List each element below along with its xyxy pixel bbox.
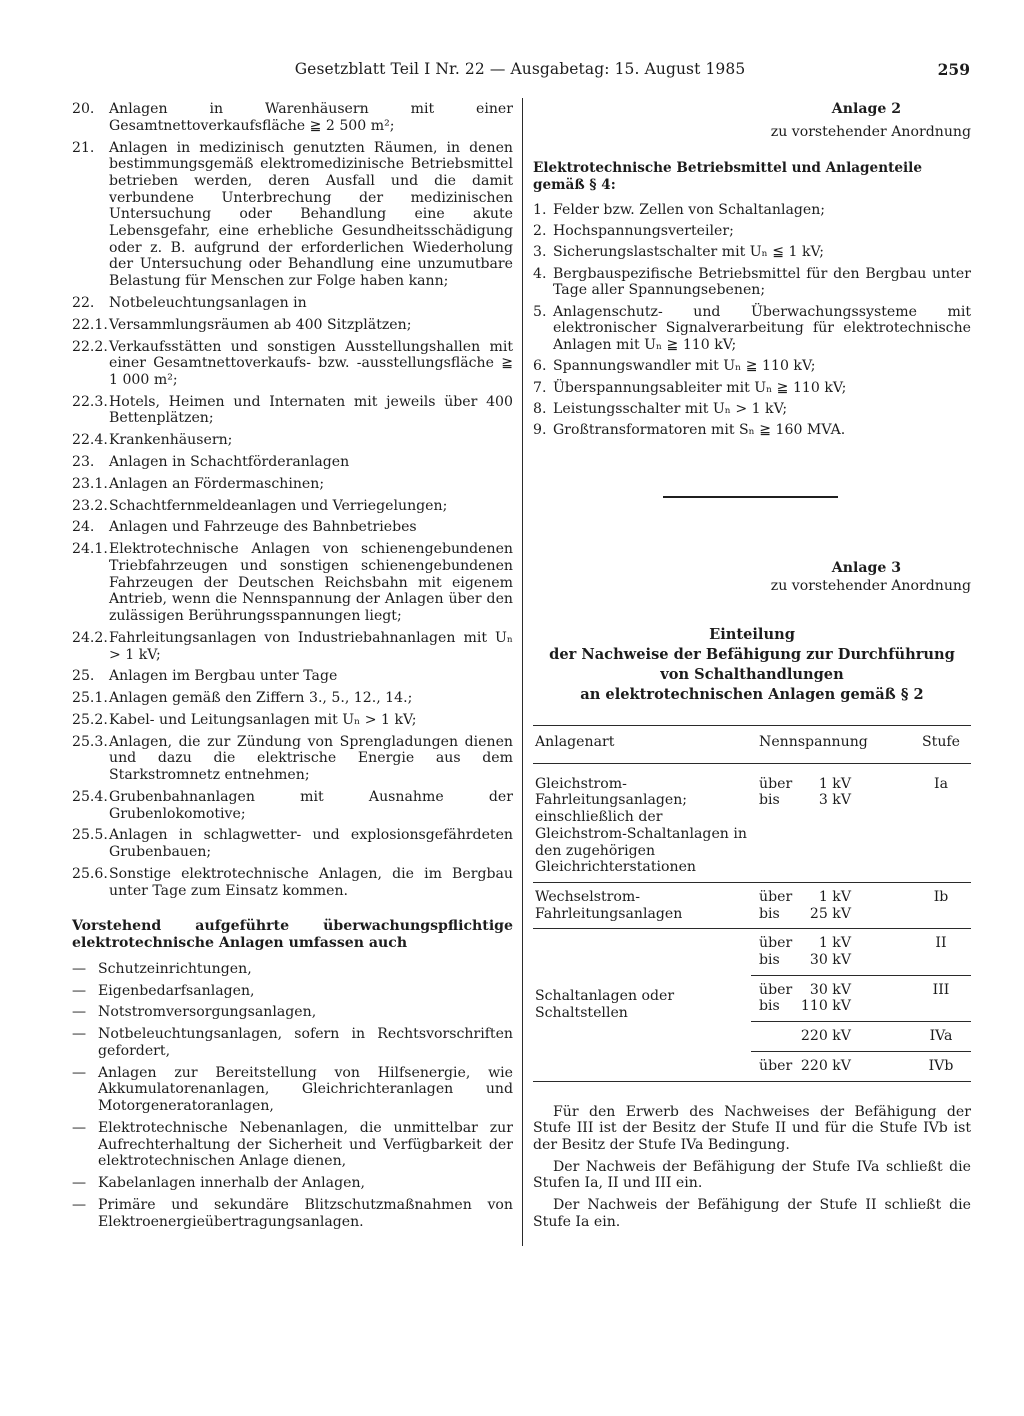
list-item: 24. Anlagen und Fahrzeuge des Bahnbetriebes xyxy=(72,519,417,536)
list-item: 23.1. Anlagen an Fördermaschinen; xyxy=(72,475,325,492)
dash-list-item: — Kabelanlagen innerhalb der Anlagen, xyxy=(72,1175,366,1192)
spacer xyxy=(533,498,971,560)
anlage3-title-line: Einteilung xyxy=(709,626,795,643)
dash-list-item: — Elektrotechnische Nebenanlagen, die unmittelbar zur Aufrechterhaltung der Sicherheit und Verfügbarkeit der elektrotechnischen Anlage dienen, xyxy=(72,1119,513,1170)
list-item: 25. Anlagen im Bergbau unter Tage xyxy=(72,668,338,685)
list-item: 25.4. Grubenbahnanlagen mit Ausnahme der Grubenlokomotive; xyxy=(72,788,513,822)
right-column xyxy=(533,101,971,1235)
anlage2-heading: Elektrotechnische Betriebsmittel und Anlagenteile gemäß § 4: xyxy=(533,160,922,194)
list-item: 22. Notbeleuchtungsanlagen in xyxy=(72,294,307,311)
paragraph: Für den Erwerb des Nachweises der Befähigung der Stufe III ist der Besitz der Stufe II und für die Stufe IVb ist der Besitz der Stufe IVa Bedingung. xyxy=(533,1103,971,1153)
list-item: 25.5. Anlagen in schlagwetter- und explosionsgefährdeten Grubenbauen; xyxy=(72,827,513,861)
cell-stufe: IVa xyxy=(911,1022,971,1052)
anlage3-title-line: der Nachweise der Befähigung zur Durchführung xyxy=(549,646,955,663)
dash-list-item: — Schutzeinrichtungen, xyxy=(72,960,252,977)
anlage2-label: Anlage 2 xyxy=(831,101,901,117)
table-row xyxy=(533,763,971,882)
list-item: 20. Anlagen in Warenhäusern mit einer Gesamtnettoverkaufsfläche ≧ 2 500 m²; xyxy=(72,101,513,134)
list-item: 22.4. Krankenhäusern; xyxy=(72,432,233,449)
anlage2-item: 4. Bergbauspezifische Betriebsmittel für den Bergbau unter Tage aller Spannungsebenen; xyxy=(533,265,971,299)
paragraph: Der Nachweis der Befähigung der Stufe II schließt die Stufe Ia ein. xyxy=(533,1197,971,1230)
cell-stufe: Ia xyxy=(911,763,971,882)
anlage3-title-line: an elektrotechnischen Anlagen gemäß § 2 xyxy=(580,686,924,703)
anlage2-item: 1. Felder bzw. Zellen von Schaltanlagen; xyxy=(533,201,826,218)
table-row xyxy=(533,929,971,975)
list-item: 21. Anlagen in medizinisch genutzten Räumen, in denen bestimmungsgemäß elektromedizinische Betriebsmittel betrieben werden, deren Ausfall und die damit verbundene Unterbrechung der medizinischen Untersuchung oder Behandlung eine akute Lebensgefahr, eine erhebliche Gesundheitsschädigung oder z. B. aufgrund der erforderlichen Wiederholung der Untersuchung oder Behandlung eine unzumutbare Belastung für Menschen zur Folge haben kann; xyxy=(72,139,513,290)
list-item: 23.2. Schachtfernmeldeanlagen und Verriegelungen; xyxy=(72,497,448,514)
cell-anlagenart: Schaltanlagen oder Schaltstellen xyxy=(533,929,751,1081)
list-item: 25.1. Anlagen gemäß den Ziffern 3., 5., 12., 14.; xyxy=(72,690,413,707)
anlage2-item: 5. Anlagenschutz- und Überwachungssysteme mit elektronischer Signalverarbeitung für elektrotechnische Anlagen mit Uₙ ≧ 110 kV; xyxy=(533,303,971,354)
anlage2-item: 6. Spannungswandler mit Uₙ ≧ 110 kV; xyxy=(533,358,816,375)
page-number: 259 xyxy=(937,60,970,79)
list-item: 25.3. Anlagen, die zur Zündung von Sprengladungen dienen und dazu die elektrische Energie aus dem Starkstromnetz entnehmen; xyxy=(72,733,513,784)
column-divider xyxy=(522,98,523,1246)
paragraph: Der Nachweis der Befähigung der Stufe IVa schließt die Stufen Ia, II und III ein. xyxy=(533,1158,971,1192)
list-item: 22.3. Hotels, Heimen und Internaten mit jeweils über 400 Bettenplätzen; xyxy=(72,393,513,427)
column-header-anlagenart: Anlagenart xyxy=(533,726,751,764)
cell-nennspannung: 220 kV xyxy=(751,1022,911,1052)
list-item: 25.6. Sonstige elektrotechnische Anlagen, die im Bergbau unter Tage zum Einsatz kommen. xyxy=(72,865,513,899)
dash-list-item: — Eigenbedarfsanlagen, xyxy=(72,982,255,999)
dash-list-item: — Anlagen zur Bereitstellung von Hilfsenergie, wie Akkumulatorenanlagen, Gleichrichteranlagen und Motorgeneratoranlagen, xyxy=(72,1064,513,1115)
list-item: 25.2. Kabel- und Leitungsanlagen mit Uₙ > 1 kV; xyxy=(72,711,417,728)
cell-stufe: IVb xyxy=(911,1051,971,1081)
anlage2-item: 7. Überspannungsableiter mit Uₙ ≧ 110 kV; xyxy=(533,379,847,396)
cell-stufe: III xyxy=(911,975,971,1021)
column-header-nennspannung: Nennspannung xyxy=(751,726,911,764)
column-header-stufe: Stufe xyxy=(911,726,971,764)
cell-nennspannung: über 30 kV bis 110 kV xyxy=(751,975,911,1021)
anlage2-subtitle: zu vorstehender Anordnung xyxy=(770,123,971,140)
cell-stufe: Ib xyxy=(911,882,971,928)
monitoring-heading: Vorstehend aufgeführte überwachungspflichtige elektrotechnische Anlagen umfassen auch xyxy=(72,918,513,952)
dash-list-item: — Primäre und sekundäre Blitzschutzmaßnahmen von Elektroenergieübertragungsanlagen. xyxy=(72,1196,513,1230)
page-header xyxy=(70,60,970,82)
anlage3-title-line: von Schalthandlungen xyxy=(660,666,844,683)
cell-stufe: II xyxy=(911,929,971,975)
anlage2-item: 9. Großtransformatoren mit Sₙ ≧ 160 MVA. xyxy=(533,422,846,439)
spacer xyxy=(533,1082,971,1104)
spacer xyxy=(533,444,971,496)
table-row xyxy=(533,882,971,928)
dash-list-item: — Notbeleuchtungsanlagen, sofern in Rechtsvorschriften gefordert, xyxy=(72,1026,513,1059)
list-item: 22.2. Verkaufsstätten und sonstigen Ausstellungshallen mit einer Gesamtnettoverkaufs- bzw. -ausstellungsfläche ≧ 1 000 m²; xyxy=(72,338,513,388)
anlage2-item: 2. Hochspannungsverteiler; xyxy=(533,223,734,240)
cell-anlagenart: Gleichstrom-Fahrleitungsanlagen; einschließlich der Gleichstrom-Schaltanlagen in den zugehörigen Gleichrichterstationen xyxy=(533,763,751,882)
spacer xyxy=(533,595,971,625)
header-title: Gesetzblatt Teil I Nr. 22 — Ausgabetag: 15. August 1985 xyxy=(294,60,746,78)
anlage2-item: 8. Leistungsschalter mit Uₙ > 1 kV; xyxy=(533,401,788,417)
anlage3-subtitle: zu vorstehender Anordnung xyxy=(770,578,971,595)
spacer xyxy=(533,705,971,725)
cell-nennspannung: über 1 kV bis 25 kV xyxy=(751,882,911,928)
list-item: 23. Anlagen in Schachtförderanlagen xyxy=(72,454,350,471)
cell-nennspannung: über 1 kV bis 30 kV xyxy=(751,929,911,975)
cell-nennspannung: über 1 kV bis 3 kV xyxy=(751,763,911,882)
cell-anlagenart: Wechselstrom-Fahrleitungsanlagen xyxy=(533,882,751,928)
anlage3-label: Anlage 3 xyxy=(831,559,901,576)
left-column xyxy=(72,101,513,1235)
list-item: 24.2. Fahrleitungsanlagen von Industriebahnanlagen mit Uₙ > 1 kV; xyxy=(72,629,513,663)
qualification-table xyxy=(533,725,971,1082)
dash-list-item: — Notstromversorgungsanlagen, xyxy=(72,1004,317,1021)
list-item: 22.1. Versammlungsräumen ab 400 Sitzplätzen; xyxy=(72,316,412,333)
anlage2-item: 3. Sicherungslastschalter mit Uₙ ≦ 1 kV; xyxy=(533,244,825,261)
cell-nennspannung: über 220 kV xyxy=(751,1051,911,1081)
list-item: 24.1. Elektrotechnische Anlagen von schienengebundenen Triebfahrzeugen und sonstigen schienengebundenen Fahrzeugen der Deutschen Reichsbahn mit eigenem Antrieb, wenn die Nennspannung der Anlagen über den zulässigen Berührungsspannungen liegt; xyxy=(72,541,513,625)
